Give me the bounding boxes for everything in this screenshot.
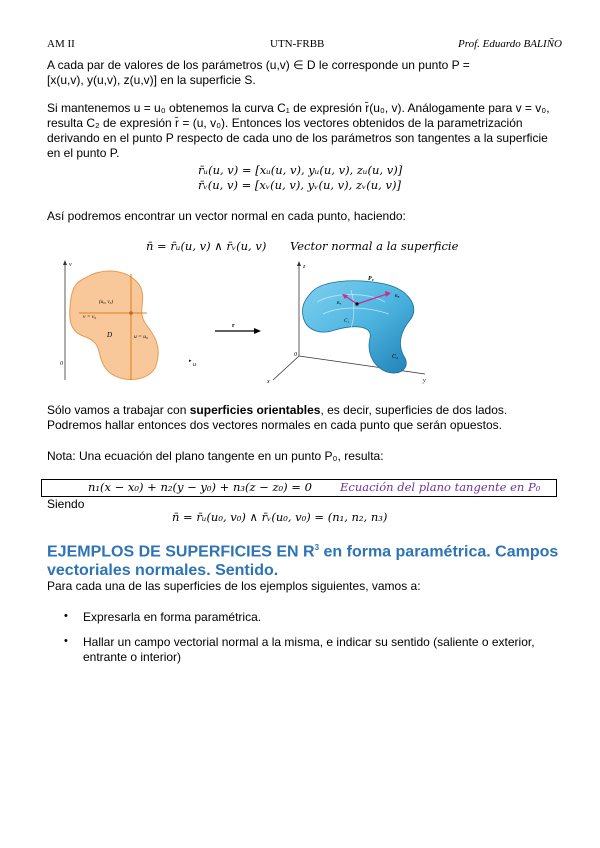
normal-at-point: n̄ = r̄ᵤ(u₀, v₀) ∧ r̄ᵥ(u₀, v₀) = (n₁, n₂, n₃): [172, 510, 388, 524]
domain-label: D: [107, 331, 113, 339]
rv-label: rᵥ: [337, 300, 342, 306]
para1-line2: [x(u,v), y(u,v), z(u,v)] en la superficie S.: [47, 73, 256, 87]
header-right: Prof. Eduardo BALIÑO: [458, 38, 562, 50]
normal-label: Vector normal a la superficie: [290, 239, 459, 253]
c2-label: C₂: [392, 354, 399, 360]
right-origin-label: 0: [294, 352, 297, 358]
parametrization-figure: [55, 258, 435, 388]
intro: Para cada una de las superficies de los ejemplos siguientes, vamos a:: [47, 579, 421, 593]
left-v-axis-label: v: [69, 262, 72, 268]
p0-point: [355, 302, 358, 305]
equation-rv: r̄ᵥ(u, v) = [xᵥ(u, v), yᵥ(u, v), zᵥ(u, v)]: [198, 178, 401, 192]
equation-ru: r̄ᵤ(u, v) = [xᵤ(u, v), yᵤ(u, v), zᵤ(u, v)]: [198, 163, 403, 177]
line-v-label: v = v₀: [83, 314, 97, 320]
point-u0-v0: [129, 311, 133, 315]
line-u-label: u = u₀: [134, 334, 148, 340]
para4-line2: Podremos hallar entonces dos vectores normales en cada punto que serán opuestos.: [47, 418, 502, 432]
left-u-tick: ▸: [189, 358, 192, 364]
bullet-marker: •: [64, 610, 68, 622]
normal-formula: n̄ = r̄ᵤ(u, v) ∧ r̄ᵥ(u, v): [146, 239, 267, 253]
right-y-axis-label: y: [423, 378, 426, 384]
left-origin-label: 0: [60, 361, 63, 367]
right-z-axis-label: z: [303, 264, 306, 270]
right-x-axis-label: x: [267, 379, 270, 385]
plane-equation: n₁(x − x₀) + n₂(y − y₀) + n₃(z − z₀) = 0: [88, 480, 312, 494]
para1-line1: A cada par de valores de los parámetros (u,v) ∈ D le corresponde un punto P =: [47, 58, 470, 72]
domain-region: [70, 271, 159, 380]
bullet-marker: •: [64, 635, 68, 647]
header-left: AM II: [47, 38, 75, 50]
domain-diagram: [60, 260, 196, 380]
bullet-item: Hallar un campo vectorial normal a la misma, e indicar su sentido (saliente o exterior, entrante o interior): [83, 635, 535, 664]
para2-line1: Si mantenemos u = u₀ obtenemos la curva C₁ de expresión r̄(u₀, v). Análogamente para v = v₀,: [47, 101, 550, 115]
x-axis: [273, 356, 299, 380]
heading-line1-b: en forma paramétrica. Campos: [319, 543, 559, 561]
heading-line1-a: EJEMPLOS DE SUPERFICIES EN R: [47, 543, 315, 561]
bullet-item: Expresarla en forma paramétrica.: [83, 610, 262, 624]
c1-label: C₁: [344, 319, 350, 324]
mapping-arrow: [215, 323, 261, 334]
section-heading: [47, 538, 567, 580]
para2-line4: en el punto P.: [47, 146, 120, 160]
para4-line1: [47, 403, 560, 418]
plane-equation-label: Ecuación del plano tangente en P₀: [340, 480, 541, 494]
para4-line1-post: , es decir, superficies de dos lados.: [320, 403, 508, 417]
siendo: Siendo: [47, 497, 85, 511]
heading-superscript: 3: [314, 543, 320, 552]
para2-line2: resulta C₂ de expresión r̄ = (u, v₀). Entonces los vectores obtenidos de la parametrización: [47, 116, 523, 130]
header-center: UTN-FRBB: [270, 38, 325, 50]
p0-label: P₀: [368, 276, 374, 282]
para4-line1-pre: Sólo vamos a trabajar con: [47, 403, 190, 417]
point-label: (u₀, v₀): [99, 300, 114, 305]
para2-line3: derivando en el punto P respecto de cada uno de los parámetros son tangentes a la superficie: [47, 131, 548, 145]
heading-line2: vectoriales normales. Sentido.: [47, 562, 279, 580]
ru-label: rᵤ: [395, 293, 400, 299]
orientable-surfaces-term: superficies orientables: [189, 403, 321, 417]
arrow-label: r: [232, 323, 235, 329]
surface-diagram: [266, 261, 426, 385]
para3: Así podremos encontrar un vector normal en cada punto, haciendo:: [47, 209, 406, 223]
nota: Nota: Una ecuación del plano tangente en un punto P₀, resulta:: [47, 449, 384, 463]
left-u-axis-label: u: [193, 362, 196, 368]
